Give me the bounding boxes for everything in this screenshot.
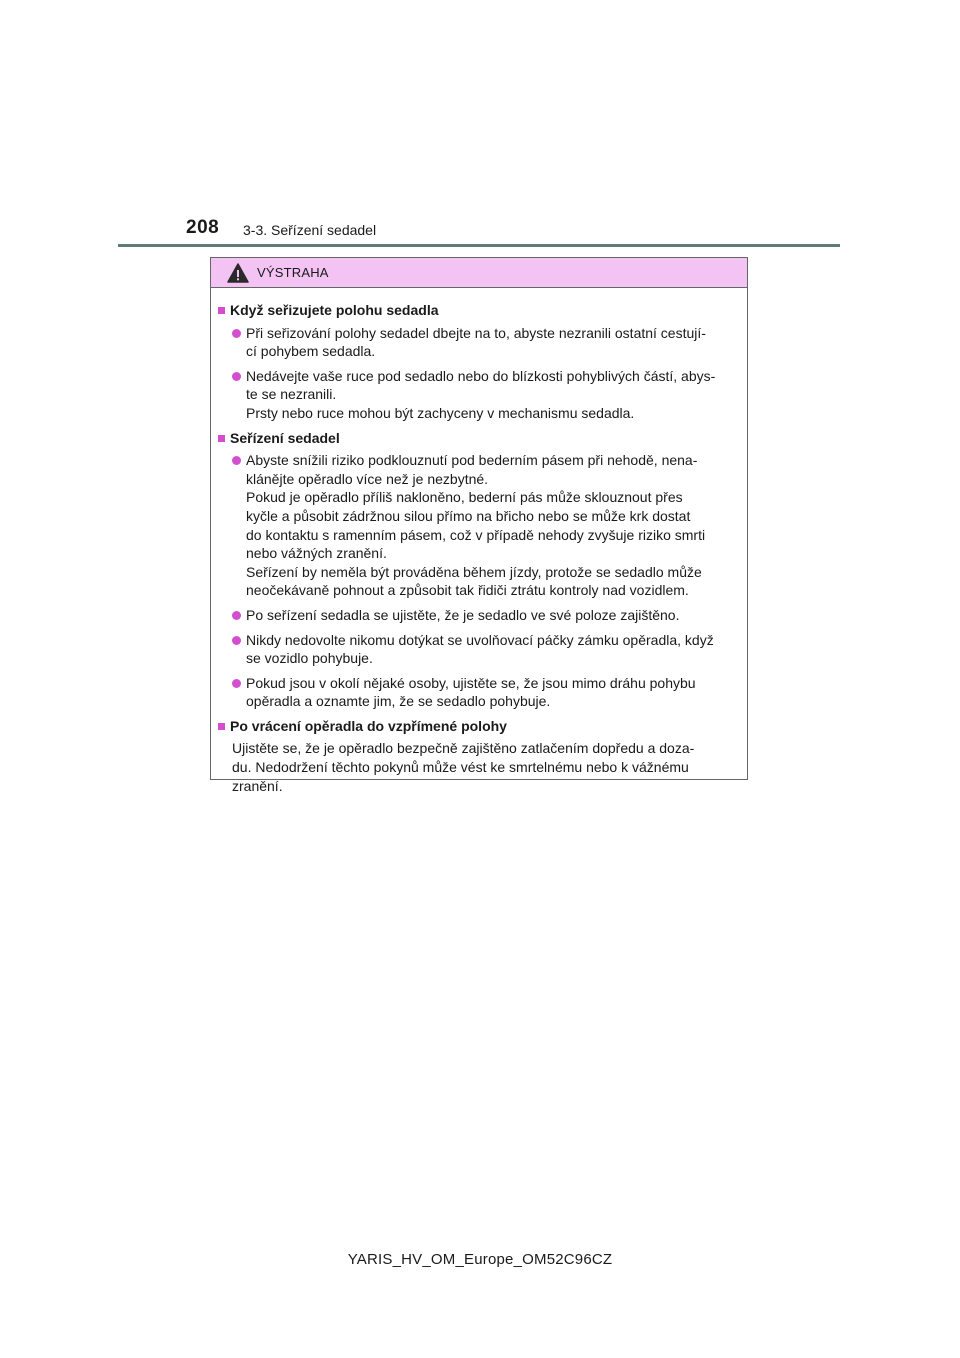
text-line: Nedávejte vaše ruce pod sedadlo nebo do blízkosti pohyblivých částí, abys- [246, 367, 716, 384]
bullet-text [246, 606, 741, 625]
section-heading [216, 301, 741, 320]
section-heading [216, 429, 741, 448]
warning-body [211, 288, 747, 795]
text-line: kyčle a působit zádržnou silou přímo na břicho nebo se může krk dostat [246, 507, 691, 524]
text-line: nebo vážných zranění. [246, 545, 387, 562]
text-line: Seřízení by neměla být prováděna během jízdy, protože se sedadlo může [246, 563, 702, 580]
text-line: Nikdy nedovolte nikomu dotýkat se uvolňovací páčky zámku opěradla, když [246, 631, 714, 648]
text-line: zranění. [232, 777, 283, 794]
text-line: Při seřizování polohy sedadel dbejte na to, abyste nezranili ostatní cestují- [246, 324, 706, 341]
square-bullet-icon [218, 307, 225, 314]
round-bullet-icon [232, 329, 241, 338]
text-line: do kontaktu s ramenním pásem, což v případě nehody zvyšuje riziko smrti [246, 526, 706, 543]
text-line: opěradla a oznamte jim, že se sedadlo pohybuje. [246, 693, 551, 710]
text-line: du. Nedodržení těchto pokynů může vést ke smrtelnému nebo k vážnému [232, 759, 689, 776]
text-line: Ujistěte se, že je opěradlo bezpečně zajištěno zatlačením dopředu a doza- [232, 740, 695, 757]
footer-code: YARIS_HV_OM_Europe_OM52C96CZ [347, 1251, 613, 1268]
text-line: Abyste snížili riziko podklouznutí pod bederním pásem při nehodě, nena- [246, 452, 698, 469]
bullet-item [230, 606, 741, 625]
round-bullet-icon [232, 456, 241, 465]
bullet-item [230, 324, 741, 361]
warning-title: VÝSTRAHA [257, 265, 329, 280]
bullet-item [230, 367, 741, 423]
text-line: cí pohybem sedadla. [246, 343, 376, 360]
round-bullet-icon [232, 636, 241, 645]
text-line: Po seřízení sedadla se ujistěte, že je sedadlo ve své poloze zajištěno. [246, 606, 680, 623]
section-heading [216, 717, 741, 736]
bullet-text [246, 367, 741, 423]
bullet-text [246, 451, 741, 600]
page-number: 208 [186, 217, 220, 238]
square-bullet-icon [218, 435, 225, 442]
section-heading-text: Když seřizujete polohu sedadla [230, 302, 439, 318]
text-line: Prsty nebo ruce mohou být zachyceny v mechanismu sedadla. [246, 404, 635, 421]
bullet-item [230, 674, 741, 711]
warning-triangle-icon [227, 263, 249, 283]
section-heading-text: Po vrácení opěradla do vzpřímené polohy [230, 717, 507, 734]
text-line: neočekávaně pohnout a způsobit tak řidiči ztrátu kontroly nad vozidlem. [246, 582, 689, 599]
warning-header [211, 258, 747, 288]
square-bullet-icon [218, 723, 225, 730]
round-bullet-icon [232, 679, 241, 688]
bullet-item [230, 451, 741, 600]
section-heading-text: Seřízení sedadel [230, 429, 340, 446]
bullet-text [246, 674, 741, 711]
section-paragraph [232, 739, 741, 795]
text-line: klánějte opěradlo více než je nezbytné. [246, 470, 489, 487]
text-line: se vozidlo pohybuje. [246, 650, 373, 667]
warning-box [210, 257, 748, 794]
round-bullet-icon [232, 611, 241, 620]
bullet-text [246, 324, 741, 361]
header-rule [118, 244, 840, 247]
text-line: Pokud je opěradlo příliš nakloněno, bederní pás může sklouznout přes [246, 489, 683, 506]
bullet-text [246, 631, 741, 668]
bullet-item [230, 631, 741, 668]
text-line: te se nezranili. [246, 386, 337, 403]
section-title: 3-3. Seřízení sedadel [243, 222, 377, 238]
round-bullet-icon [232, 372, 241, 381]
text-line: Pokud jsou v okolí nějaké osoby, ujistěte se, že jsou mimo dráhu pohybu [246, 674, 696, 691]
